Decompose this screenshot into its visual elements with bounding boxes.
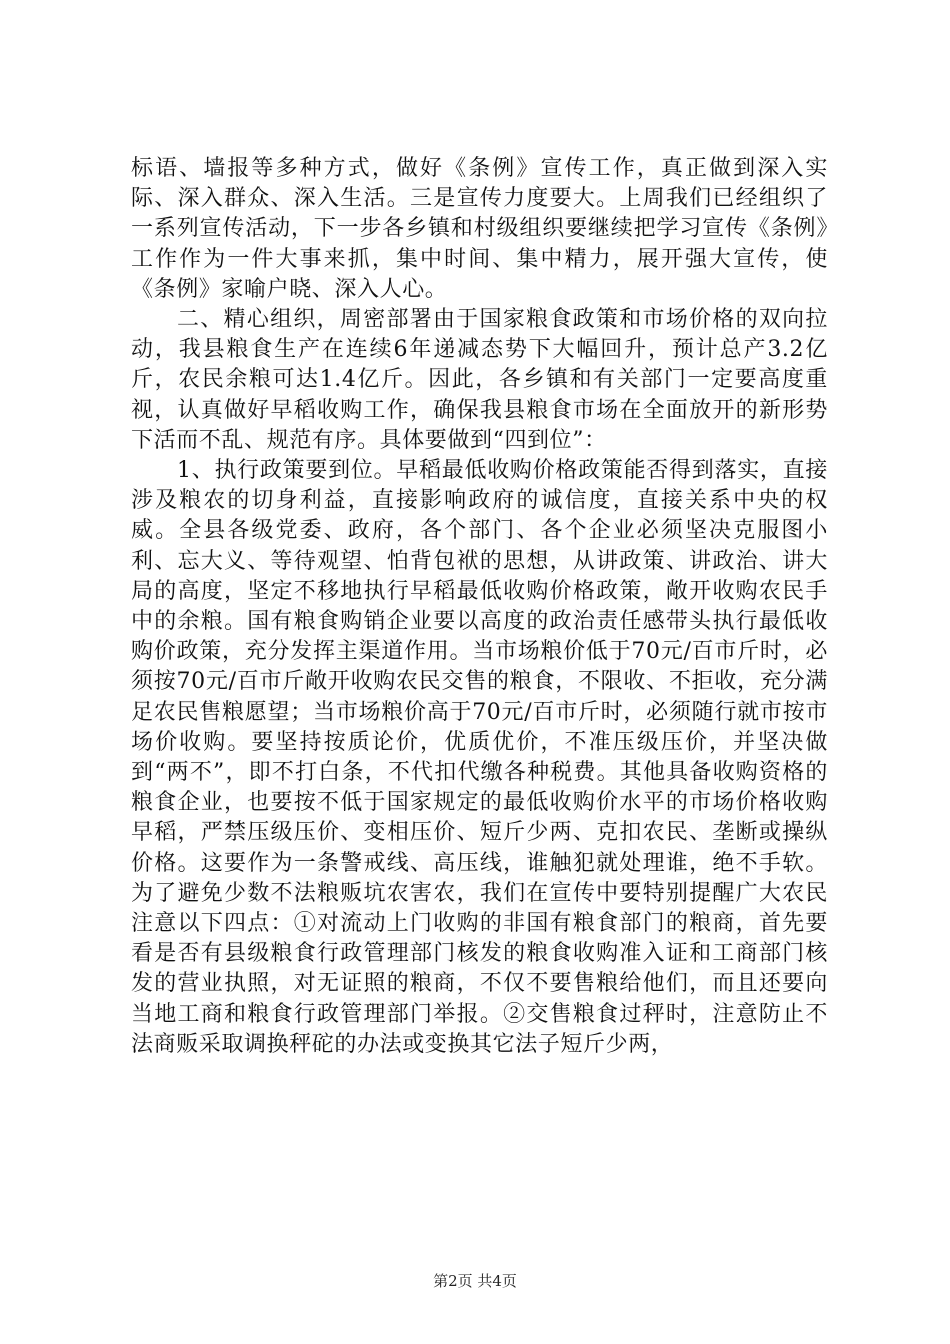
paragraph-item-one: 1、执行政策要到位。早稻最低收购价格政策能否得到落实，直接涉及粮农的切身利益，直接影响政府的诚信度，直接关系中央的权威。全县各级党委、政府，各个部门、各个企业必须坚决克服图小利、忘大义、等待观望、怕背包袱的思想，从讲政策、讲政治、讲大局的高度，坚定不移地执行早稻最低收购价格政策，敞开收购农民手中的余粮。国有粮食购销企业要以高度的政治责任感带头执行最低收购价政策，充分发挥主渠道作用。当市场粮价低于70元/百市斤时，必须按70元/百市斤敞开收购农民交售的粮食，不限收、不拒收，充分满足农民售粮愿望；当市场粮价高于70元/百市斤时，必须随行就市按市场价收购。要坚持按质论价，优质优价，不准压级压价，并坚决做到“两不”，即不打白条，不代扣代缴各种税费。其他具备收购资格的粮食企业，也要按不低于国家规定的最低收购价水平的市场价格收购早稻，严禁压级压价、变相压价、短斤少两、克扣农民、垄断或操纵价格。这要作为一条警戒线、高压线，谁触犯就处理谁，绝不手软。为了避免少数不法粮贩坑农害农，我们在宣传中要特别提醒广大农民注意以下四点：①对流动上门收购的非国有粮食部门的粮商，首先要看是否有县级粮食行政管理部门核发的粮食收购准入证和工商部门核发的营业执照，对无证照的粮商，不仅不要售粮给他们，而且还要向当地工商和粮食行政管理部门举报。②交售粮食过秤时，注意防止不法商贩采取调换秤砣的办法或变换其它法子短斤少两， bbox=[131, 458, 828, 1057]
page-footer: 第2页 共4页 bbox=[433, 1272, 517, 1290]
paragraph-section-two: 二、精心组织，周密部署由于国家粮食政策和市场价格的双向拉动，我县粮食生产在连续6年递减态势下大幅回升，预计总产3.2亿斤，农民余粮可达1.4亿斤。因此，各乡镇和有关部门一定要高度重视，认真做好早稻收购工作，确保我县粮食市场在全面放开的新形势下活而不乱、规范有序。具体要做到“四到位”： bbox=[131, 307, 828, 453]
paragraph-continued: 标语、墙报等多种方式，做好《条例》宣传工作，真正做到深入实际、深入群众、深入生活。三是宣传力度要大。上周我们已经组织了一系列宣传活动，下一步各乡镇和村级组织要继续把学习宣传《条例》工作作为一件大事来抓，集中时间、集中精力，展开强大宣传，使《条例》家喻户晓、深入人心。 bbox=[131, 156, 828, 302]
document-body bbox=[131, 154, 828, 1060]
